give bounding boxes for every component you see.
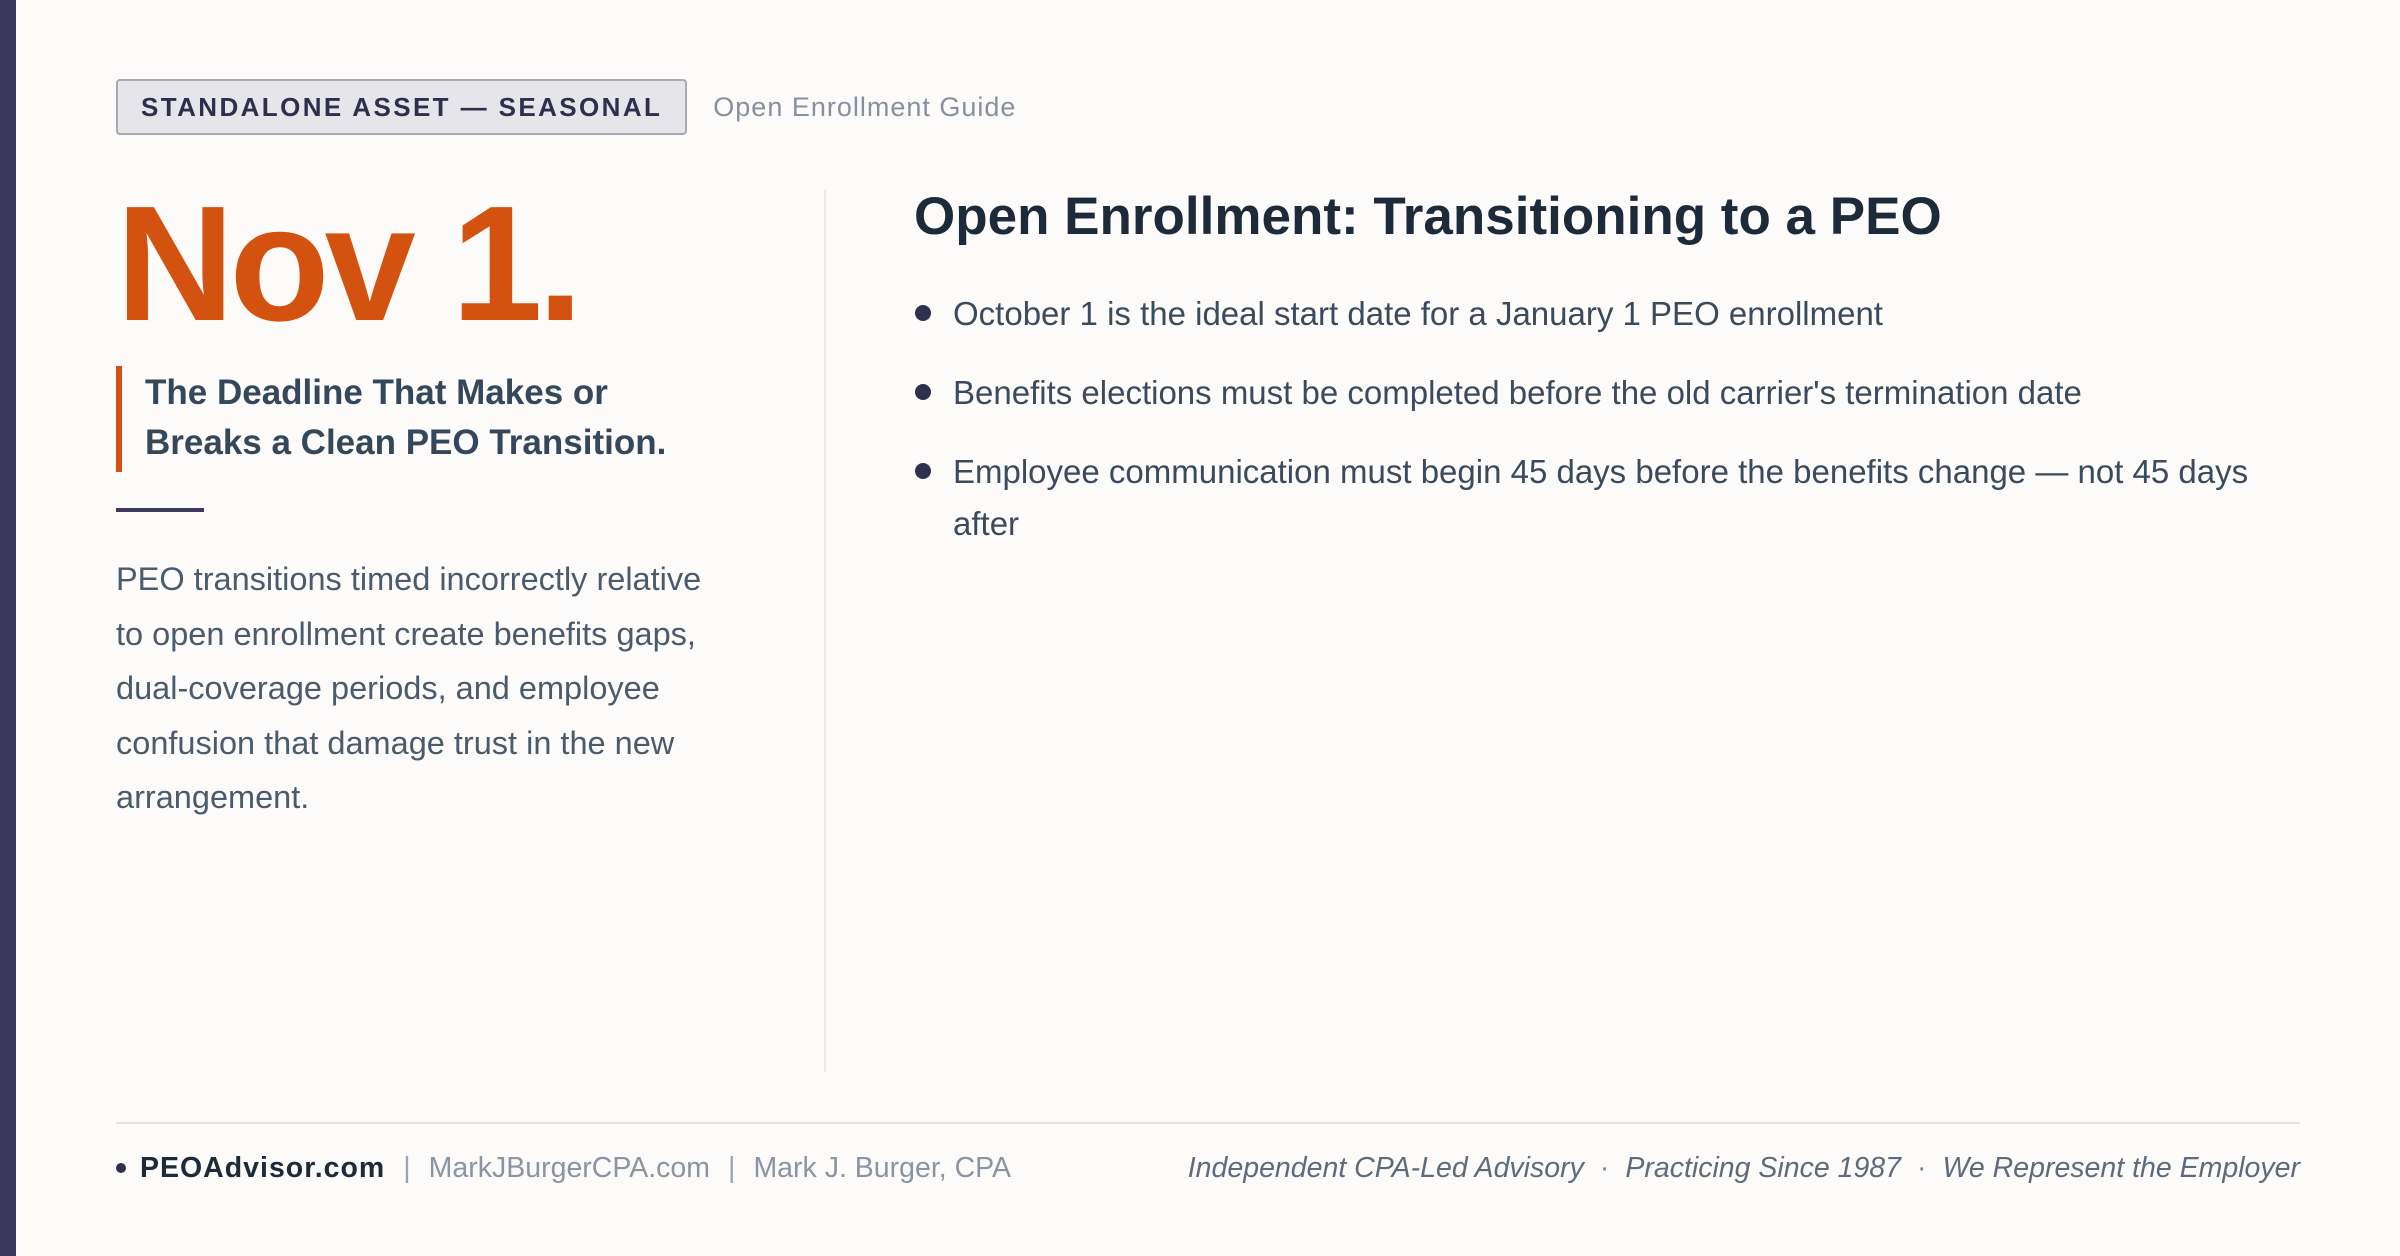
footer-right <box>1188 1150 2300 1186</box>
tagline-line: The Deadline That Makes or <box>145 373 608 412</box>
short-divider <box>116 508 204 512</box>
bullet-icon <box>915 305 931 321</box>
list-item-text: Benefits elections must be completed before the old carrier's termination date <box>953 374 2082 411</box>
footer-separator: | <box>728 1151 736 1184</box>
left-accent-bar <box>0 0 16 1256</box>
column-divider <box>824 190 826 1072</box>
bullet-icon <box>915 384 931 400</box>
list-item-text: Employee communication must begin 45 days before the benefits change — not 45 days after <box>953 453 2249 542</box>
bullet-icon <box>915 463 931 479</box>
header <box>116 79 1016 135</box>
footer-brand-link[interactable]: PEOAdvisor.com <box>140 1151 386 1184</box>
list-item <box>914 367 2304 419</box>
tagline <box>116 366 756 472</box>
body-paragraph: PEO transitions timed incorrectly relative to open enrollment create benefits gaps, dual-coverage periods, and employee confusion that damage trust in the new arrangement. <box>116 561 702 815</box>
footer-credential: Practicing Since 1987 <box>1625 1151 1902 1184</box>
header-subtitle: Open Enrollment Guide <box>713 91 1017 122</box>
footer-credential: We Represent the Employer <box>1942 1151 2300 1184</box>
footer-website-link[interactable]: MarkJBurgerCPA.com <box>428 1151 711 1184</box>
list-item <box>914 288 2304 340</box>
footer-separator: · <box>1599 1151 1610 1184</box>
bullet-list <box>914 288 2304 550</box>
footer-author-name: Mark J. Burger, CPA <box>753 1151 1012 1184</box>
right-column <box>914 182 2304 577</box>
category-tag: STANDALONE ASSET — SEASONAL <box>116 79 687 135</box>
footer-separator: | <box>403 1151 411 1184</box>
left-column <box>116 172 756 825</box>
footer-credential: Independent CPA-Led Advisory <box>1187 1151 1584 1184</box>
footer-left <box>116 1150 1011 1186</box>
bullet-icon <box>116 1163 126 1173</box>
list-item-text: October 1 is the ideal start date for a January 1 PEO enrollment <box>953 295 1883 332</box>
list-item <box>914 446 2304 550</box>
footer-divider <box>116 1122 2300 1124</box>
footer-separator: · <box>1917 1151 1927 1184</box>
section-title: Open Enrollment: Transitioning to a PEO <box>914 187 1942 246</box>
big-date: Nov 1. <box>116 172 579 355</box>
tagline-line: Breaks a Clean PEO Transition. <box>145 423 667 462</box>
